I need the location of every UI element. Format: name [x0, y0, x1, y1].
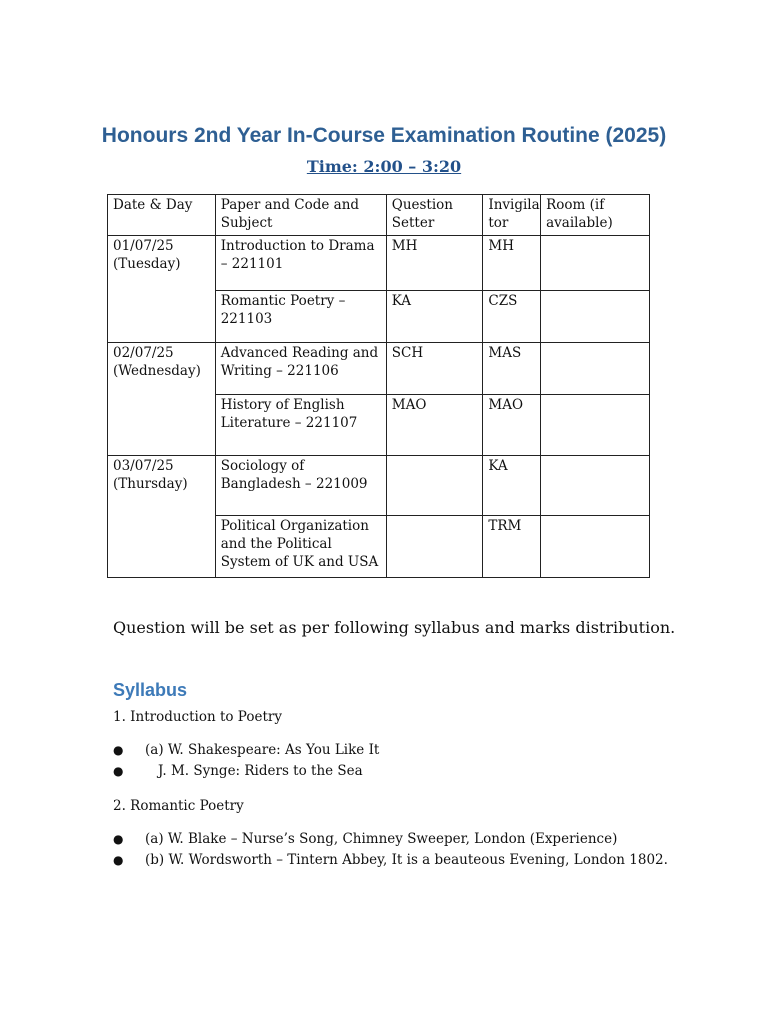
date-cell: 02/07/25 (Wednesday)	[108, 343, 216, 456]
exam-routine-table	[107, 194, 650, 578]
date-cell: 01/07/25 (Tuesday)	[108, 236, 216, 343]
invigilator-cell: CZS	[483, 291, 541, 343]
paper-cell: Advanced Reading and Writing – 221106	[215, 343, 386, 395]
syllabus-note: Question will be set as per following syllabus and marks distribution.	[113, 618, 676, 637]
table-row	[108, 236, 650, 291]
room-cell	[541, 291, 650, 343]
section-title: 2. Romantic Poetry	[113, 798, 244, 814]
paper-cell: Sociology of Bangladesh – 221009	[215, 456, 386, 516]
bullet-icon: ●	[113, 743, 124, 757]
room-cell	[541, 236, 650, 291]
exam-time: Time: 2:00 – 3:20	[306, 157, 462, 176]
setter-cell: KA	[386, 291, 483, 343]
setter-cell	[386, 516, 483, 578]
list-item-text: (a) W. Blake – Nurse’s Song, Chimney Sweeper, London (Experience)	[145, 831, 618, 847]
document-title: Honours 2nd Year In-Course Examination Routine (2025)	[101, 124, 667, 147]
header-setter: Question Setter	[386, 195, 483, 236]
setter-cell	[386, 456, 483, 516]
paper-cell: Romantic Poetry – 221103	[215, 291, 386, 343]
invigilator-cell: MAO	[483, 395, 541, 456]
invigilator-cell: TRM	[483, 516, 541, 578]
setter-cell: MAO	[386, 395, 483, 456]
room-cell	[541, 516, 650, 578]
list-item-text: (a) W. Shakespeare: As You Like It	[145, 742, 380, 758]
table-header-row	[108, 195, 650, 236]
syllabus-heading: Syllabus	[113, 680, 188, 700]
setter-cell: MH	[386, 236, 483, 291]
room-cell	[541, 395, 650, 456]
invigilator-cell: KA	[483, 456, 541, 516]
bullet-icon: ●	[113, 764, 124, 778]
invigilator-cell: MH	[483, 236, 541, 291]
header-paper: Paper and Code and Subject	[215, 195, 386, 236]
bullet-icon: ●	[113, 853, 124, 867]
room-cell	[541, 343, 650, 395]
table-row	[108, 456, 650, 516]
header-date: Date & Day	[108, 195, 216, 236]
paper-cell: Political Organization and the Political System of UK and USA	[215, 516, 386, 578]
room-cell	[541, 456, 650, 516]
invigilator-cell: MAS	[483, 343, 541, 395]
section-title: 1. Introduction to Poetry	[113, 709, 282, 725]
setter-cell: SCH	[386, 343, 483, 395]
paper-cell: History of English Literature – 221107	[215, 395, 386, 456]
date-cell: 03/07/25 (Thursday)	[108, 456, 216, 578]
bullet-icon: ●	[113, 832, 124, 846]
header-invigilator: Invigila tor	[483, 195, 541, 236]
list-item-text: (b) W. Wordsworth – Tintern Abbey, It is a beauteous Evening, London 1802.	[145, 852, 668, 868]
header-room: Room (if available)	[541, 195, 650, 236]
paper-cell: Introduction to Drama – 221101	[215, 236, 386, 291]
table-row	[108, 343, 650, 395]
list-item-text: J. M. Synge: Riders to the Sea	[158, 763, 363, 779]
